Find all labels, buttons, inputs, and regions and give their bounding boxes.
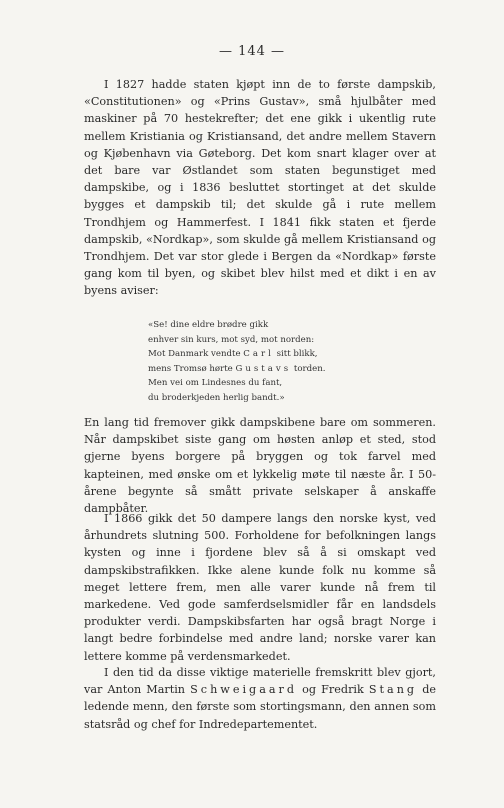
spaced-name: Schweigaard xyxy=(190,683,298,697)
poem xyxy=(148,318,388,406)
spaced-name: Gustavs xyxy=(235,363,292,374)
poem-line xyxy=(148,362,388,377)
poem-line: «Se! dine eldre brødre gikk xyxy=(148,320,269,330)
poem-text: sitt blikk, xyxy=(276,349,318,360)
paragraph-4-part: I den tid da disse viktige materielle fremskritt blev gjort, var Anton Martin xyxy=(84,666,436,697)
paragraph-2-text: En lang tid fremover gikk dampskibene bare om sommeren. Når dampskibet siste gang om høsten anløp et sted, stod gjerne byens borgere på bryggen og tok farvel med kapteinen, med ønske om et lykkelig møte til næste år. I 50-årene begynte så smått private selskaper å anskaffe dampbåter. xyxy=(84,416,436,516)
paragraph-3-text: I 1866 gikk det 50 dampere langs den norske kyst, ved århundrets slutning 500. Forholdene for befolkningen langs kysten og inne i fjordene blev så å si omskapt ved dampskibstrafikken. Ikke alene kunde folk nu komme så meget lettere frem, men alle varer kunde nå frem til markedene. Ved gode samferdselsmidler får en landsdels produkter verdi. Dampskibsfarten har også bragt Norge i langt bedre forbindelse med andre land; norske varer kan lettere komme på verdensmarkedet. xyxy=(84,512,436,663)
paragraph-3 xyxy=(84,510,436,665)
paragraph-4-text xyxy=(84,664,436,733)
poem-line: du broderkjeden herlig bandt.» xyxy=(148,392,285,403)
poem-text: Mot Danmark vendte xyxy=(148,349,241,360)
paragraph-1-text: I 1827 hadde staten kjøpt inn de to første dampskib, «Constitutionen» og «Prins Gustav», små hjulbåter med maskiner på 70 hestekrefter; det ene gikk i ukentlig rute mellem Kristiania og Kristiansand, det andre mellem Stavern og Kjøbenhavn via Gøteborg. Det kom snart klager over at det bare var Østlandet som staten begunstiget med dampskibe, og i 1836 besluttet stortinget at det skulde bygges et dampskib til; det skulde gå i rute mellem Trondhjem og Hammerfest. I 1841 fikk staten et fjerde dampskib, «Nordkap», som skulde gå mellem Kristiansand og Trondhjem. Det var stor glede i Bergen da «Nordkap» første gang kom til byen, og skibet blev hilst med et dikt i en av byens aviser: xyxy=(84,78,436,298)
poem-line: enhver sin kurs, mot syd, mot norden: xyxy=(148,334,315,345)
paragraph-2 xyxy=(84,414,436,517)
poem-line xyxy=(148,347,388,362)
spaced-name: Carl xyxy=(243,349,274,360)
poem-line: Men vei om Lindesnes du fant, xyxy=(148,378,283,389)
paragraph-4-part: og Fredrik xyxy=(302,683,364,697)
spaced-name: Stang xyxy=(368,683,418,697)
poem-text: mens Tromsø hørte xyxy=(148,363,233,374)
paragraph-1 xyxy=(84,76,436,300)
paragraph-4-part: de ledende menn, den første som stortingsmann, den annen som statsråd og chef for Indredepartementet. xyxy=(84,683,436,731)
paragraph-4 xyxy=(84,664,436,733)
page-number: — 144 — xyxy=(218,44,286,59)
poem-text: torden. xyxy=(293,363,326,374)
